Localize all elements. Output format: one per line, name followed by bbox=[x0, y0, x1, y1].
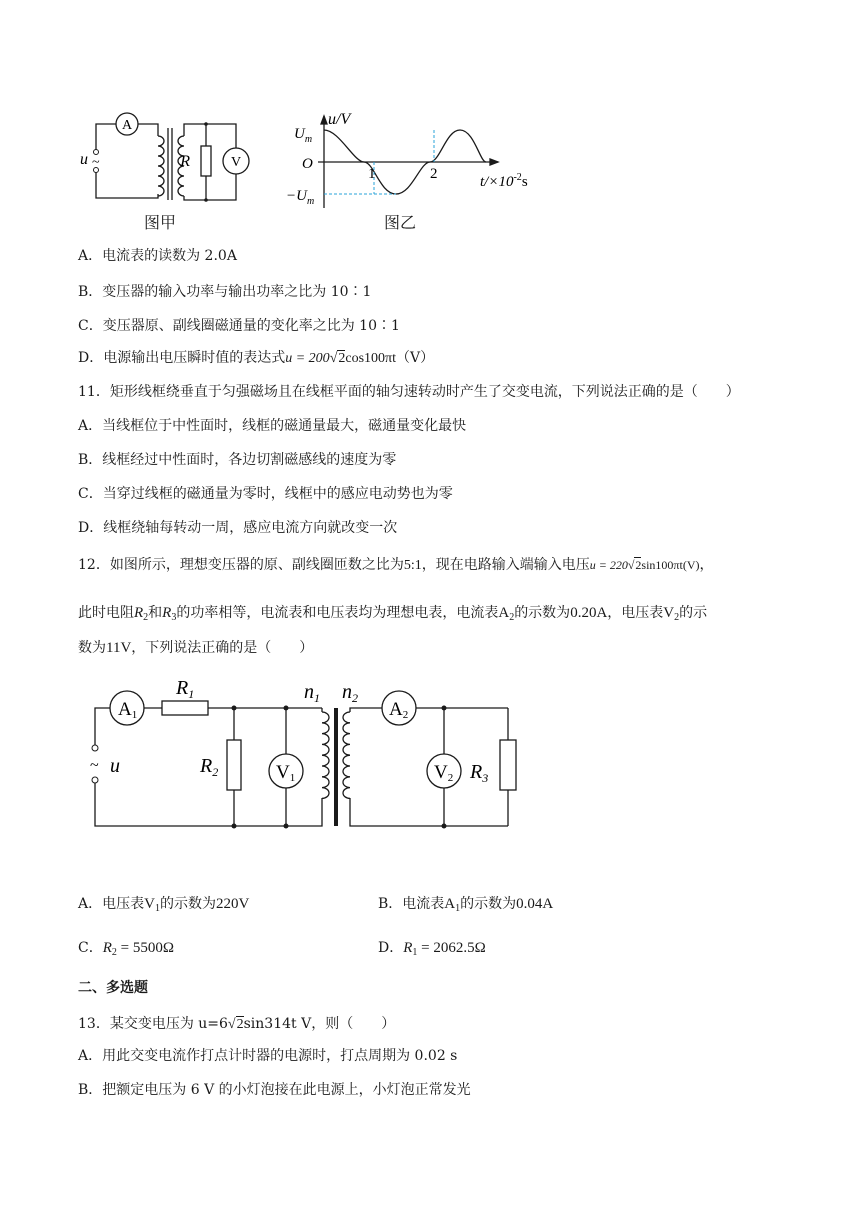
q10-option-d: D．电源输出电压瞬时值的表达式u = 200√2cos100πt（V） bbox=[78, 350, 435, 366]
q11-option-c: C．当穿过线框的磁通量为零时，线框中的感应电动势也为零 bbox=[78, 486, 453, 502]
tilde-label: ~ bbox=[90, 757, 99, 774]
x-axis-label: $t/\times 10^{-2}s$ bbox=[480, 172, 528, 190]
q10-option-b: B．变压器的输入功率与输出功率之比为 10∶1 bbox=[78, 284, 372, 300]
q13-option-a: A．用此交变电流作打点计时器的电源时，打点周期为 0.02 s bbox=[78, 1048, 458, 1064]
q10-option-a: A．电流表的读数为 2.0A bbox=[78, 248, 237, 264]
source-tilde-label: ~ bbox=[92, 155, 100, 170]
tick-2-label: 2 bbox=[430, 166, 438, 182]
q12-option-d: D．$R_1 = 2062.5\Omega$ bbox=[378, 940, 486, 958]
q11-option-a: A．当线框位于中性面时，线框的磁通量最大，磁通量变化最快 bbox=[78, 418, 467, 434]
q13-stem: 13．某交变电压为 u=6√2sin314t V，则（ ） bbox=[78, 1016, 396, 1032]
n2-label: $n_2$ bbox=[342, 681, 358, 705]
fig-yi-caption: 图乙 bbox=[384, 213, 417, 232]
figure-jia bbox=[78, 108, 258, 208]
u-label: u bbox=[110, 755, 120, 777]
origin-label: O bbox=[302, 156, 313, 172]
r3-label: $R_3$ bbox=[470, 761, 489, 785]
q12-circuit bbox=[78, 668, 538, 838]
q11-stem: 11．矩形线框绕垂直于匀强磁场且在线框平面的轴匀速转动时产生了交变电流，下列说法正确的是（ ） bbox=[78, 384, 740, 400]
resistor-label: R bbox=[180, 153, 190, 170]
a2-label: A2 bbox=[389, 699, 409, 721]
q12-option-c: C．$R_2 = 5500\Omega$ bbox=[78, 940, 174, 958]
tick-1-label: 1 bbox=[368, 166, 376, 182]
source-u-label: u bbox=[80, 151, 88, 168]
section-heading: 二、多选题 bbox=[78, 980, 148, 996]
q12-option-a: A．电压表$V_1$的示数为220V bbox=[78, 896, 250, 914]
ammeter-label: A bbox=[121, 118, 133, 133]
a1-label: A1 bbox=[118, 699, 138, 721]
v1-label: V1 bbox=[276, 762, 296, 784]
v2-label: V2 bbox=[434, 762, 454, 784]
fig-jia-caption: 图甲 bbox=[144, 213, 177, 232]
figure-yi bbox=[284, 108, 544, 214]
neg-um-label: $-U_m$ bbox=[286, 188, 315, 207]
q11-option-d: D．线框绕轴每转动一周，感应电流方向就改变一次 bbox=[78, 520, 398, 536]
n1-label: $n_1$ bbox=[304, 681, 320, 705]
q12-stem-line1: 12．如图所示，理想变压器的原、副线圈匝数之比为5:1，现在电路输入端输入电压u = 220√2sin100πt(V)， bbox=[78, 557, 714, 573]
q13-option-b: B．把额定电压为 6 V 的小灯泡接在此电源上，小灯泡正常发光 bbox=[78, 1082, 471, 1098]
y-axis-label: u/V bbox=[328, 111, 351, 128]
q12-stem-line2: 此时电阻$R_2$和$R_3$的功率相等，电流表和电压表均为理想电表，电流表$A_2$的示数为0.20A，电压表$V_2$的示 bbox=[78, 605, 708, 623]
r2-label: $R_2$ bbox=[200, 755, 219, 779]
r1-label: $R_1$ bbox=[176, 677, 195, 701]
q12-stem-line3: 数为11V，下列说法正确的是（ ） bbox=[78, 640, 314, 656]
um-label: $U_m$ bbox=[294, 126, 313, 145]
voltmeter-label: V bbox=[230, 155, 242, 170]
q11-option-b: B．线框经过中性面时，各边切割磁感线的速度为零 bbox=[78, 452, 397, 468]
q12-option-b: B．电流表$A_1$的示数为0.04A bbox=[378, 896, 554, 914]
q10-option-c: C．变压器原、副线圈磁通量的变化率之比为 10∶1 bbox=[78, 318, 400, 334]
